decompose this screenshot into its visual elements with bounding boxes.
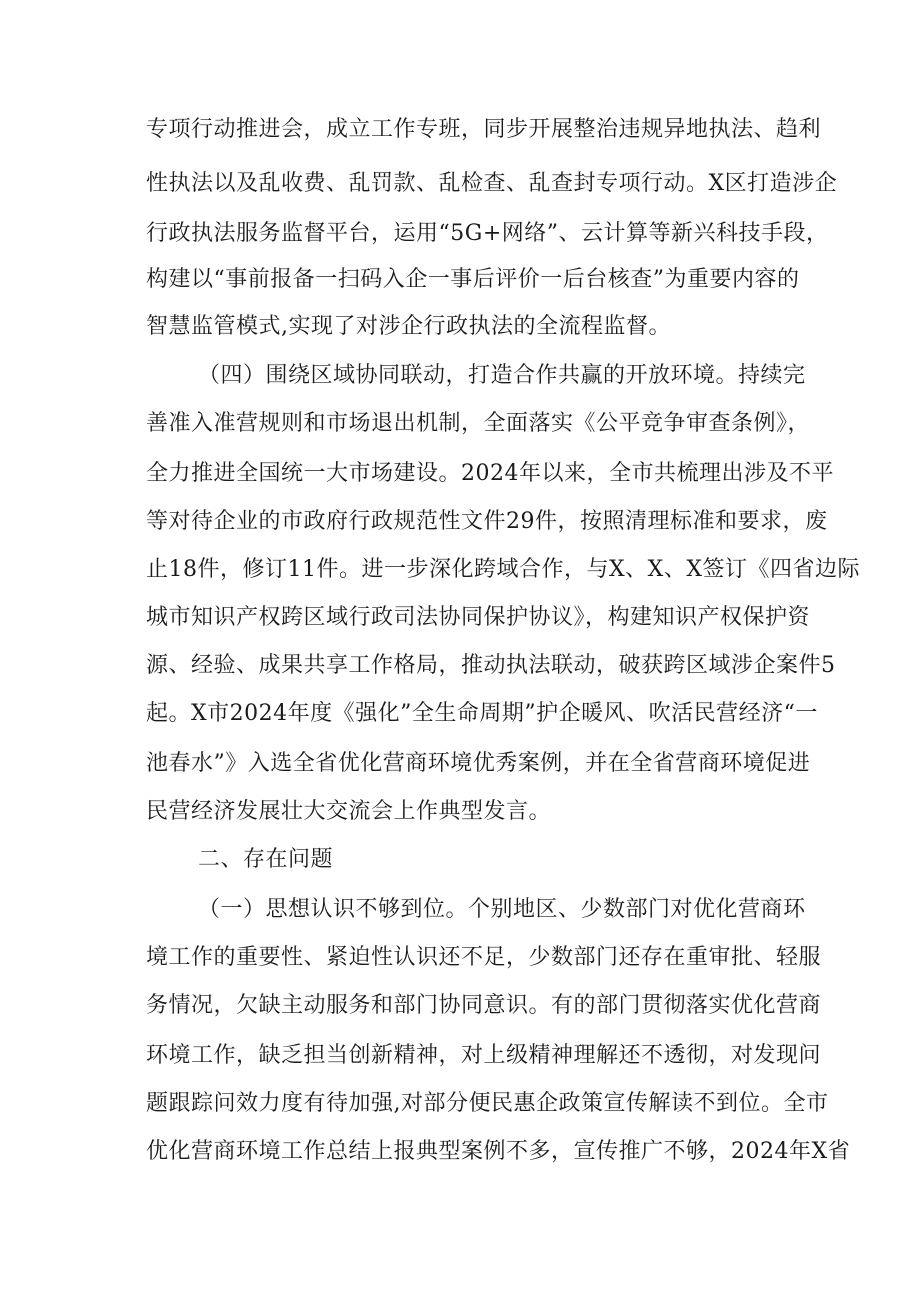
- text-line: 城市知识产权跨区域行政司法协同保护协议》，构建知识产权保护资: [146, 605, 811, 630]
- text-line: 环境工作，缺乏担当创新精神，对上级精神理解还不透彻，对发现问: [146, 1043, 822, 1068]
- text-line: 善准入准营规则和市场退出机制，全面落实《公平竞争审查条例》，: [146, 411, 811, 436]
- chapter-heading: 二、存在问题: [198, 847, 334, 872]
- text-line: 境工作的重要性、紧迫性认识还不足，少数部门还存在重审批、轻服: [146, 945, 822, 970]
- text-line: 止18件，修订11件。进一步深化跨域合作，与X、X、X签订《四省边际: [146, 557, 860, 582]
- text-line: 民营经济发展壮大交流会上作典型发言。: [146, 799, 552, 824]
- text-line: 智慧监管模式,实现了对涉企行政执法的全流程监督。: [146, 314, 671, 339]
- text-line: 行政执法服务监督平台，运用“5G+网络”、云计算等新兴科技手段，: [146, 221, 829, 246]
- text-line: 源、经验、成果共享工作格局，推动执法联动，破获跨区域涉企案件5: [146, 653, 836, 678]
- section-heading-line: （四）围绕区域协同联动，打造合作共赢的开放环境。持续完: [198, 363, 806, 388]
- text-line: 题跟踪问效力度有待加强,对部分便民惠企政策宣传解读不到位。全市: [146, 1091, 829, 1116]
- text-line: 等对待企业的市政府行政规范性文件29件，按照清理标准和要求，废: [146, 509, 828, 534]
- text-line: 专项行动推进会，成立工作专班，同步开展整治违规异地执法、趋利: [146, 117, 822, 142]
- section-heading-line: （一）思想认识不够到位。个别地区、少数部门对优化营商环: [198, 897, 806, 922]
- text-line: 性执法以及乱收费、乱罚款、乱检查、乱查封专项行动。X区打造涉企: [146, 171, 838, 196]
- text-line: 起。X市2024年度《强化”全生命周期”护企暖风、吹活民营经济“一: [146, 701, 818, 726]
- text-line: 全力推进全国统一大市场建设。2024年以来，全市共梳理出涉及不平: [146, 461, 834, 486]
- text-line: 务情况，欠缺主动服务和部门协同意识。有的部门贯彻落实优化营商: [146, 993, 822, 1018]
- text-line: 构建以“事前报备一扫码入企一事后评价一后台核查”为重要内容的: [146, 267, 800, 292]
- text-line: 优化营商环境工作总结上报典型案例不多，宣传推广不够，2024年X省: [146, 1139, 851, 1164]
- text-line: 池春水”》入选全省优化营商环境优秀案例，并在全省营商环境促进: [146, 751, 811, 776]
